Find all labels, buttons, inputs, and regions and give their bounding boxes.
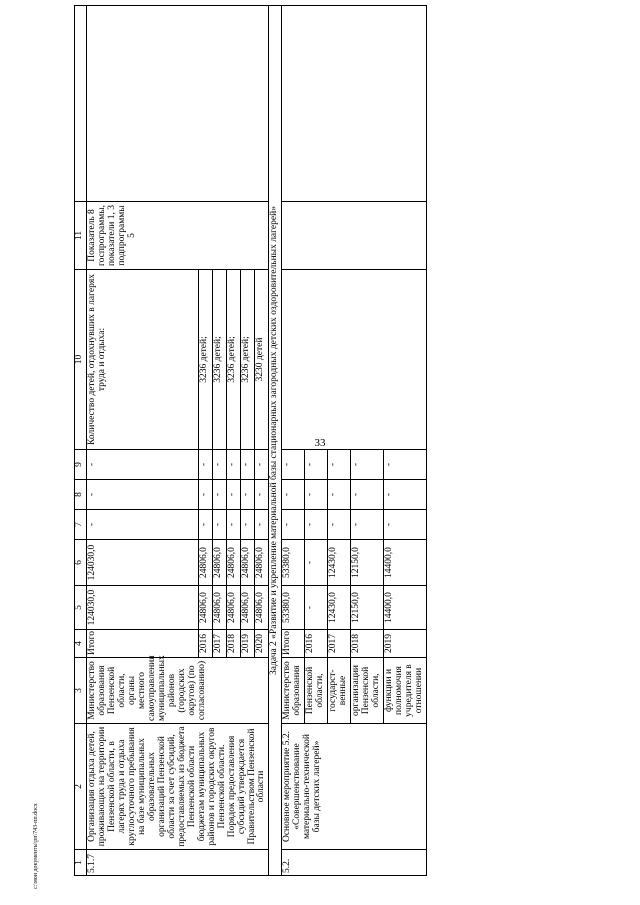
dash-cell: - xyxy=(305,480,328,510)
dash-cell: - xyxy=(255,450,269,480)
header-cell: 6 xyxy=(75,540,87,586)
amount-cell: - xyxy=(305,586,328,630)
dash-cell: - xyxy=(241,480,255,510)
executor: Министерство образования Пензенской области, органы местного самоуправления муниципальных районов (городских округов) (по согласованию) xyxy=(87,658,269,724)
year-cell: 2016 xyxy=(305,630,328,658)
footer-path: c:\мои документы\рп\743-пп.docx xyxy=(33,803,39,889)
dash-cell: - xyxy=(328,510,351,540)
amount-cell: - xyxy=(305,540,328,586)
amount-total: 53380,0 xyxy=(282,540,305,586)
year-cell: 2019 xyxy=(241,630,255,658)
result-value: 3236 детей; xyxy=(227,270,241,450)
result-value: 3230 детей xyxy=(255,270,269,450)
dash-cell: - xyxy=(351,510,384,540)
amount-cell: 24806,0 xyxy=(227,540,241,586)
executor-part: государст-венные xyxy=(328,658,351,724)
result-value: 3236 детей; xyxy=(241,270,255,450)
dash-cell: - xyxy=(351,450,384,480)
header-cell: 9 xyxy=(75,450,87,480)
dash-cell: - xyxy=(227,480,241,510)
result-value: 3236 детей; xyxy=(213,270,227,450)
year-cell: 2017 xyxy=(328,630,351,658)
dash-cell: - xyxy=(87,480,199,510)
year-cell: Итого xyxy=(87,630,199,658)
dash-cell: - xyxy=(227,450,241,480)
dash-cell: - xyxy=(384,510,427,540)
amount-cell: 14400,0 xyxy=(384,586,427,630)
executor-line: учредителя в отношении xyxy=(404,664,425,717)
amount-cell: 24806,0 xyxy=(213,540,227,586)
year-cell: Итого xyxy=(282,630,305,658)
dash-cell: - xyxy=(255,510,269,540)
row-number: 5.1.7 xyxy=(87,850,269,876)
dash-cell: - xyxy=(282,450,305,480)
amount-cell: 12150,0 xyxy=(351,586,384,630)
amount-cell: 12430,0 xyxy=(328,540,351,586)
header-cell: 1 xyxy=(75,850,87,876)
header-cell: 4 xyxy=(75,630,87,658)
header-cell: 8 xyxy=(75,480,87,510)
executor-part: Министерство образования xyxy=(282,658,305,724)
amount-cell: 24806,0 xyxy=(199,586,213,630)
dash-cell: - xyxy=(328,480,351,510)
header-cell: 10 xyxy=(75,270,87,450)
year-cell: 2019 xyxy=(384,630,427,658)
amount-cell: 24806,0 xyxy=(255,586,269,630)
dash-cell: - xyxy=(241,450,255,480)
amount-cell: 24806,0 xyxy=(199,540,213,586)
dash-cell: - xyxy=(305,450,328,480)
page-number: 33 xyxy=(314,437,326,449)
result-text: Количество детей, отдохнувших в лагерях труда и отдыха: xyxy=(87,270,199,450)
dash-cell: - xyxy=(384,450,427,480)
amount-cell: 24806,0 xyxy=(255,540,269,586)
dash-cell: - xyxy=(87,450,199,480)
dash-cell: - xyxy=(199,450,213,480)
amount-cell: 14400,0 xyxy=(384,540,427,586)
indicator-text: Показатель 8 госпрограммы, показатели 1, 3 подпрограммы 5 xyxy=(87,202,269,270)
dash-cell: - xyxy=(282,480,305,510)
dash-cell: - xyxy=(227,510,241,540)
dash-cell: - xyxy=(213,480,227,510)
year-cell: 2016 xyxy=(199,630,213,658)
dash-cell: - xyxy=(213,450,227,480)
year-cell: 2018 xyxy=(227,630,241,658)
year-cell: 2020 xyxy=(255,630,269,658)
year-cell: 2017 xyxy=(213,630,227,658)
dash-cell: - xyxy=(328,450,351,480)
header-cell: 7 xyxy=(75,510,87,540)
dash-cell: - xyxy=(255,480,269,510)
task-title: Задача 2 «Развитие и укрепление материальной базы стационарных загородных детских оздоровительных лагерей» xyxy=(269,6,282,876)
amount-cell: 24806,0 xyxy=(241,586,255,630)
activity-name: Основное мероприятие 5.2. «Совершенствование материально-технической базы детских лагерей» xyxy=(282,724,427,850)
amount-total: 124030,0 xyxy=(87,540,199,586)
amount-cell: 24806,0 xyxy=(227,586,241,630)
dash-cell: - xyxy=(384,480,427,510)
amount-cell: 24806,0 xyxy=(213,586,227,630)
dash-cell: - xyxy=(199,510,213,540)
dash-cell: - xyxy=(282,510,305,540)
executor-part: Пензенской области, xyxy=(305,658,328,724)
amount-cell: 12430,0 xyxy=(328,586,351,630)
dash-cell: - xyxy=(305,510,328,540)
amount-cell: 24806,0 xyxy=(241,540,255,586)
executor-part: организации Пензенской области, xyxy=(351,658,384,724)
dash-cell: - xyxy=(241,510,255,540)
header-cell: 11 xyxy=(75,202,87,270)
amount-total: 124030,0 xyxy=(87,586,199,630)
executor-line: функции и полномочия xyxy=(384,666,405,715)
row-number: 5.2. xyxy=(282,850,427,876)
result-value: 3236 детей; xyxy=(199,270,213,450)
activity-name: Организация отдыха детей, проживающих на территории Пензенской области, в лагерях труда и отдыха круглосуточного пребывания на базе муниципальных образовательных организаций Пензенской области за счет субсидий, предоставляемых из бюджета Пензенской области бюджетам муниципальных районов и городских округов Пензенской области. Порядок предоставления субсидий утверждается Правительством Пензенской области xyxy=(87,724,269,850)
dash-cell: - xyxy=(351,480,384,510)
dash-cell: - xyxy=(213,510,227,540)
header-cell: 2 xyxy=(75,724,87,850)
dash-cell: - xyxy=(87,510,199,540)
dash-cell: - xyxy=(199,480,213,510)
header-cell: 3 xyxy=(75,658,87,724)
amount-cell: 12150,0 xyxy=(351,540,384,586)
year-cell: 2018 xyxy=(351,630,384,658)
amount-total: 53380,0 xyxy=(282,586,305,630)
header-cell: 5 xyxy=(75,586,87,630)
